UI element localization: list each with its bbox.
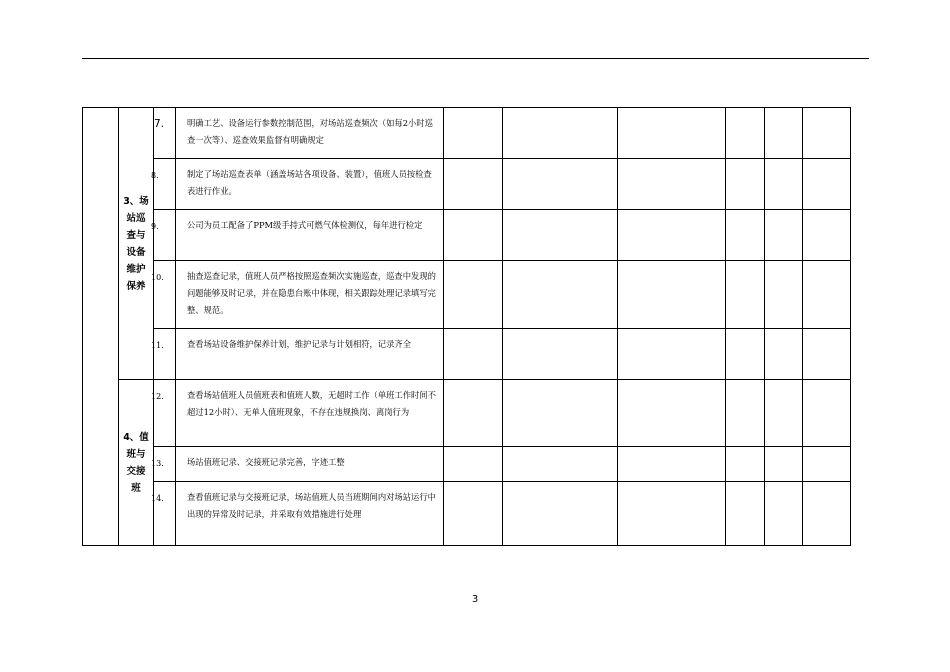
blank-cell bbox=[803, 261, 851, 329]
table-row bbox=[83, 329, 851, 380]
blank-cell bbox=[765, 447, 803, 482]
blank-cell bbox=[726, 447, 765, 482]
blank-cell bbox=[803, 447, 851, 482]
item-description: 公司为员工配备了PPM级手持式可燃气体检测仪，每年进行检定 bbox=[176, 210, 444, 261]
table-row bbox=[83, 482, 851, 546]
header-rule bbox=[82, 58, 869, 59]
category-cell: 3、场站巡查与设备维护保养 bbox=[119, 108, 154, 380]
item-description: 明确工艺、设备运行参数控制范围，对场站巡查频次（如每2小时巡查一次等）、巡查效果监督有明确规定 bbox=[176, 108, 444, 159]
item-description: 查看场站设备维护保养计划，维护记录与计划相符，记录齐全 bbox=[176, 329, 444, 380]
blank-cell bbox=[618, 108, 726, 159]
blank-cell bbox=[444, 329, 503, 380]
blank-cell bbox=[618, 482, 726, 546]
blank-cell bbox=[503, 447, 618, 482]
blank-cell bbox=[618, 210, 726, 261]
blank-cell bbox=[444, 380, 503, 447]
item-number: 9. bbox=[154, 210, 176, 261]
category-cell: 4、值班与交接班 bbox=[119, 380, 154, 546]
blank-cell bbox=[444, 108, 503, 159]
item-number: 12. bbox=[154, 380, 176, 447]
table-row bbox=[83, 210, 851, 261]
table-row bbox=[83, 380, 851, 447]
item-number: 7. bbox=[154, 108, 176, 159]
item-description: 查看场站值班人员值班表和值班人数，无超时工作（单班工作时间不超过12小时）、无单人值班现象，不存在违规换岗、离岗行为 bbox=[176, 380, 444, 447]
blank-column bbox=[83, 108, 119, 546]
blank-cell bbox=[803, 108, 851, 159]
table-row bbox=[83, 108, 851, 159]
blank-cell bbox=[618, 329, 726, 380]
blank-cell bbox=[444, 210, 503, 261]
item-description: 抽查巡查记录，值班人员严格按照巡查频次实施巡查，巡查中发现的问题能够及时记录，并在隐患台账中体现，相关跟踪处理记录填写完整、规范。 bbox=[176, 261, 444, 329]
item-description: 场站值班记录、交接班记录完善，字迹工整 bbox=[176, 447, 444, 482]
blank-cell bbox=[726, 210, 765, 261]
blank-cell bbox=[726, 482, 765, 546]
table-row bbox=[83, 447, 851, 482]
item-description: 制定了场站巡查表单（涵盖场站各项设备、装置），值班人员按检查表进行作业。 bbox=[176, 159, 444, 210]
blank-cell bbox=[503, 159, 618, 210]
table-row bbox=[83, 261, 851, 329]
blank-cell bbox=[503, 108, 618, 159]
blank-cell bbox=[503, 482, 618, 546]
blank-cell bbox=[803, 159, 851, 210]
blank-cell bbox=[765, 482, 803, 546]
blank-cell bbox=[444, 261, 503, 329]
blank-cell bbox=[726, 380, 765, 447]
blank-cell bbox=[618, 447, 726, 482]
item-number: 14. bbox=[154, 482, 176, 546]
blank-cell bbox=[618, 159, 726, 210]
blank-cell bbox=[726, 261, 765, 329]
blank-cell bbox=[503, 261, 618, 329]
blank-cell bbox=[726, 159, 765, 210]
blank-cell bbox=[803, 210, 851, 261]
blank-cell bbox=[503, 210, 618, 261]
blank-cell bbox=[618, 261, 726, 329]
table-row bbox=[83, 159, 851, 210]
blank-cell bbox=[444, 447, 503, 482]
blank-cell bbox=[765, 261, 803, 329]
blank-cell bbox=[803, 380, 851, 447]
item-number: 8. bbox=[154, 159, 176, 210]
blank-cell bbox=[618, 380, 726, 447]
blank-cell bbox=[803, 329, 851, 380]
blank-cell bbox=[803, 482, 851, 546]
blank-cell bbox=[503, 329, 618, 380]
inspection-table bbox=[82, 107, 851, 546]
blank-cell bbox=[765, 210, 803, 261]
item-number: 11. bbox=[154, 329, 176, 380]
blank-cell bbox=[765, 108, 803, 159]
item-number: 10. bbox=[154, 261, 176, 329]
blank-cell bbox=[444, 482, 503, 546]
blank-cell bbox=[444, 159, 503, 210]
page-number: 3 bbox=[471, 594, 479, 605]
blank-cell bbox=[726, 329, 765, 380]
blank-cell bbox=[765, 380, 803, 447]
item-number: 13. bbox=[154, 447, 176, 482]
blank-cell bbox=[765, 159, 803, 210]
blank-cell bbox=[765, 329, 803, 380]
blank-cell bbox=[726, 108, 765, 159]
item-description: 查看值班记录与交接班记录，场站值班人员当班期间内对场站运行中出现的异常及时记录，并采取有效措施进行处理 bbox=[176, 482, 444, 546]
blank-cell bbox=[503, 380, 618, 447]
